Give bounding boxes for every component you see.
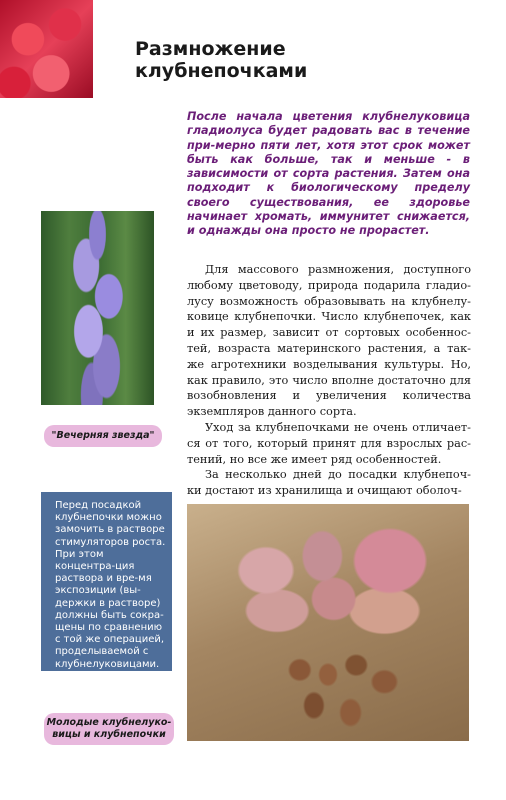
body-paragraph-2: Уход за клубнепочками не очень отличает-ся от того, который принят для взрослых рас-тений, но все же имеет ряд особенностей. (187, 420, 471, 466)
body-paragraph-1: Для массового размножения, доступного любому цветоводу, природа подарила гладио-лусу возможность образовывать на клубнелу-ковице клубнепочки. Число клубнепочек, как и их размер, зависит от сортовых особеннос-тей, возраста материнского растения, а так-же агротехники возделывания культуры. Но, как правило, это число вполне достаточно для возобновления и увеличения количества экземпляров данного сорта. (187, 263, 471, 419)
flower-caption: "Вечерняя звезда" (44, 425, 162, 447)
bulbs-caption (44, 713, 174, 745)
body-paragraph-3: За несколько дней до посадки клубнепоч-ки достают из хранилища и очищают оболоч- (187, 468, 471, 498)
body-text (187, 262, 471, 499)
bulbs-caption-line-1: Молодые клубнелуко- (46, 717, 172, 728)
gladiolus-purple-photo (41, 211, 154, 405)
intro-paragraph: После начала цветения клубнелуковица гладиолуса будет радовать вас в течение при-мерно пяти лет, хотя этот срок может быть как больше, так и меньше - в зависимости от сорта растения. Затем она подходит к биологическому пределу своего существования, ее здоровье начинает хромать, иммунитет снижается, и однажды она просто не прорастет. (187, 110, 470, 238)
page-title (135, 38, 395, 82)
bulbs-and-cormlets-photo (187, 504, 469, 741)
tip-sidebar: Перед посадкой клубнепочки можно замочить в растворе стимуляторов роста. При этом концентра-ция раствора и вре-мя экспозиции (вы-держки в растворе) должны быть сокра-щены по сравнению с той же операцией, проделываемой с клубнелуковицами. (41, 492, 172, 671)
gladiolus-red-photo (0, 0, 93, 98)
bulbs-caption-line-2: вицы и клубнепочки (52, 729, 166, 740)
title-line-2: клубнепочками (135, 60, 308, 82)
title-line-1: Размножение (135, 38, 286, 60)
